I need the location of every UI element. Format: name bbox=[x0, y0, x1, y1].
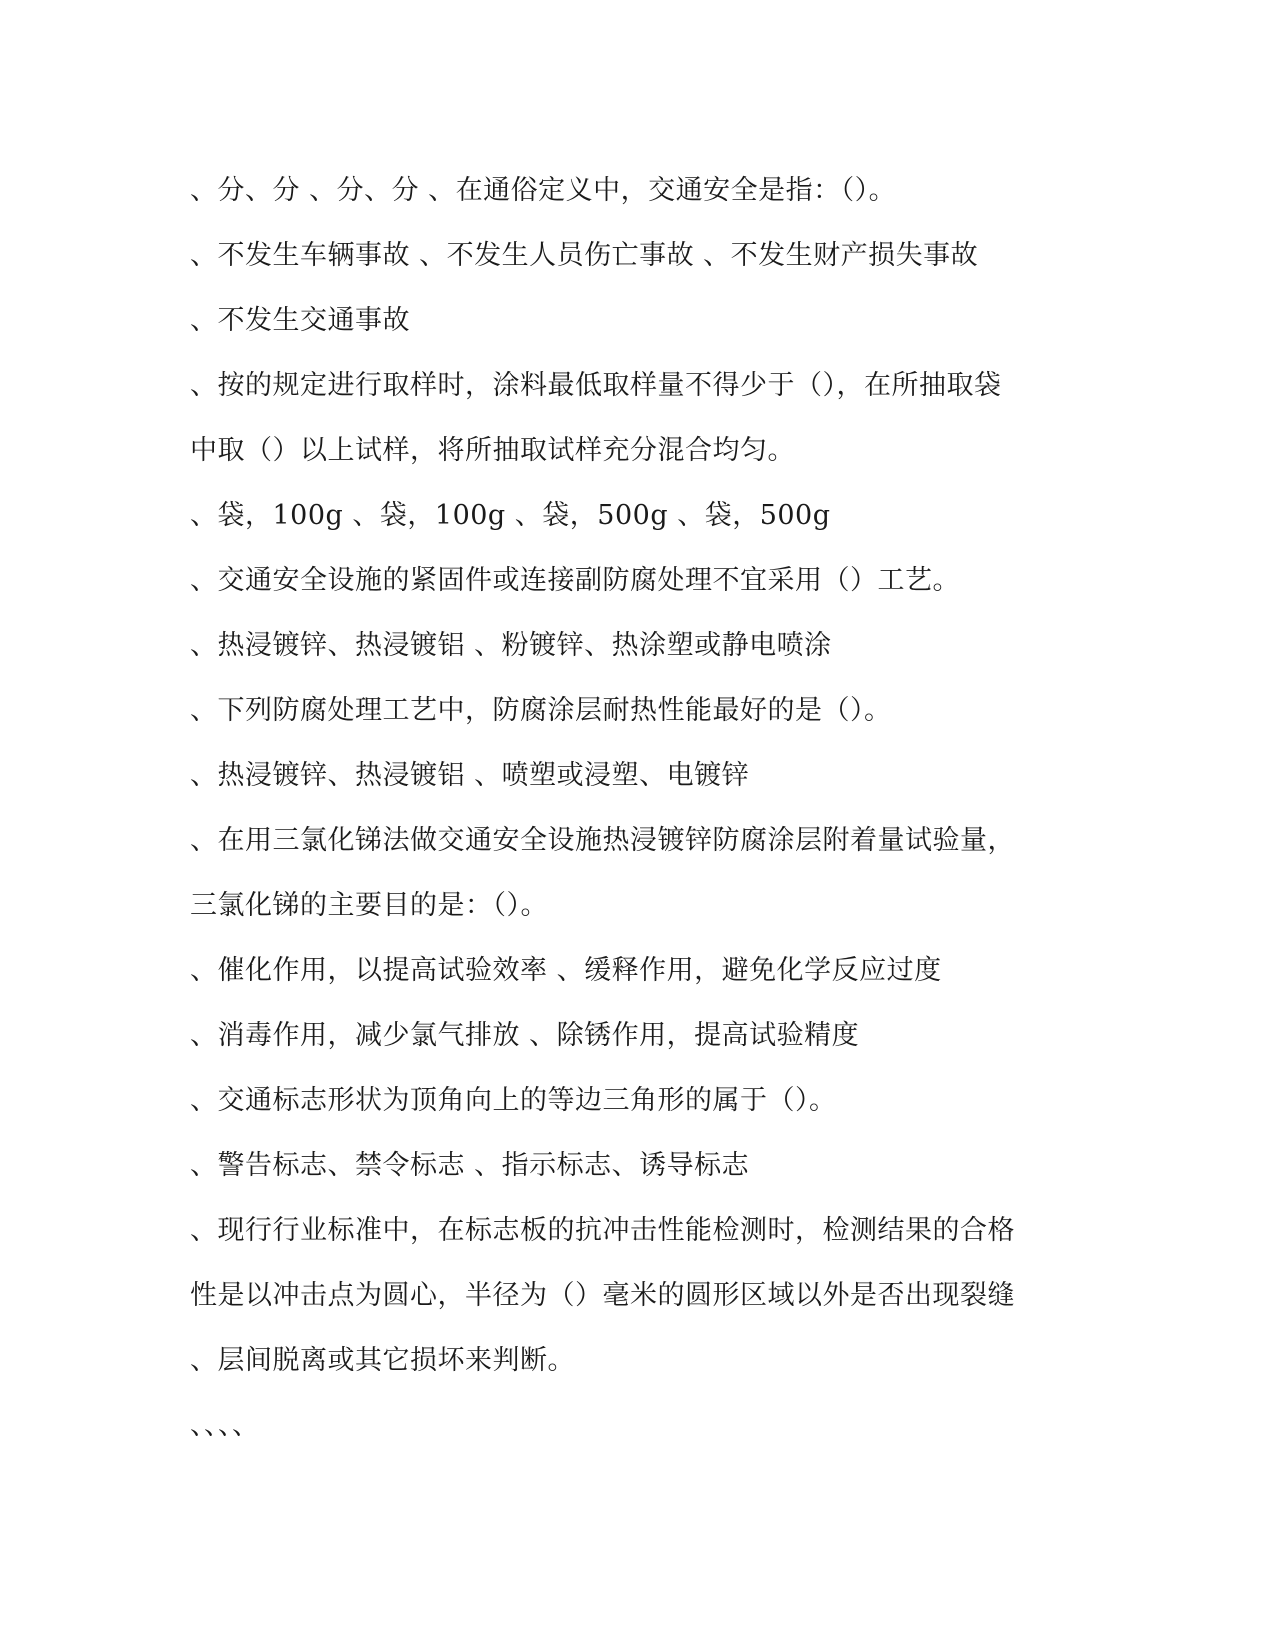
text-line: 、消毒作用，减少氯气排放 、除锈作用，提高试验精度 bbox=[190, 1020, 860, 1051]
text-line: 、袋，100g 、袋，100g 、袋，500g 、袋，500g bbox=[190, 500, 831, 531]
text-line: 、在用三氯化锑法做交通安全设施热浸镀锌防腐涂层附着量试验量， bbox=[190, 825, 1015, 856]
text-line: 、催化作用，以提高试验效率 、缓释作用，避免化学反应过度 bbox=[190, 955, 942, 986]
text-line: 、交通标志形状为顶角向上的等边三角形的属于（）。 bbox=[190, 1085, 837, 1116]
text-line: 、不发生交通事故 bbox=[190, 305, 410, 336]
text-line: 、下列防腐处理工艺中，防腐涂层耐热性能最好的是（）。 bbox=[190, 695, 892, 726]
text-line: 、层间脱离或其它损坏来判断。 bbox=[190, 1345, 575, 1376]
text-line: 、警告标志、禁令标志 、指示标志、诱导标志 bbox=[190, 1150, 750, 1181]
text-line: 、不发生车辆事故 、不发生人员伤亡事故 、不发生财产损失事故 bbox=[190, 240, 979, 271]
text-line: 、、、、 bbox=[190, 1410, 260, 1441]
document-body bbox=[190, 158, 1090, 1458]
text-line: 、现行行业标准中，在标志板的抗冲击性能检测时，检测结果的合格 bbox=[190, 1215, 1015, 1246]
text-line: 、热浸镀锌、热浸镀铝 、粉镀锌、热涂塑或静电喷涂 bbox=[190, 630, 832, 661]
text-line: 三氯化锑的主要目的是：（）。 bbox=[190, 890, 548, 921]
text-line: 、分、分 、分、分 、在通俗定义中，交通安全是指：（）。 bbox=[190, 175, 897, 206]
text-line: 、交通安全设施的紧固件或连接副防腐处理不宜采用（）工艺。 bbox=[190, 565, 960, 596]
text-line: 性是以冲击点为圆心，半径为（）毫米的圆形区域以外是否出现裂缝 bbox=[190, 1280, 1015, 1311]
text-line: 、热浸镀锌、热浸镀铝 、喷塑或浸塑、电镀锌 bbox=[190, 760, 750, 791]
text-line: 、按的规定进行取样时，涂料最低取样量不得少于（），在所抽取袋 bbox=[190, 370, 1002, 401]
text-line: 中取（）以上试样，将所抽取试样充分混合均匀。 bbox=[190, 435, 795, 466]
